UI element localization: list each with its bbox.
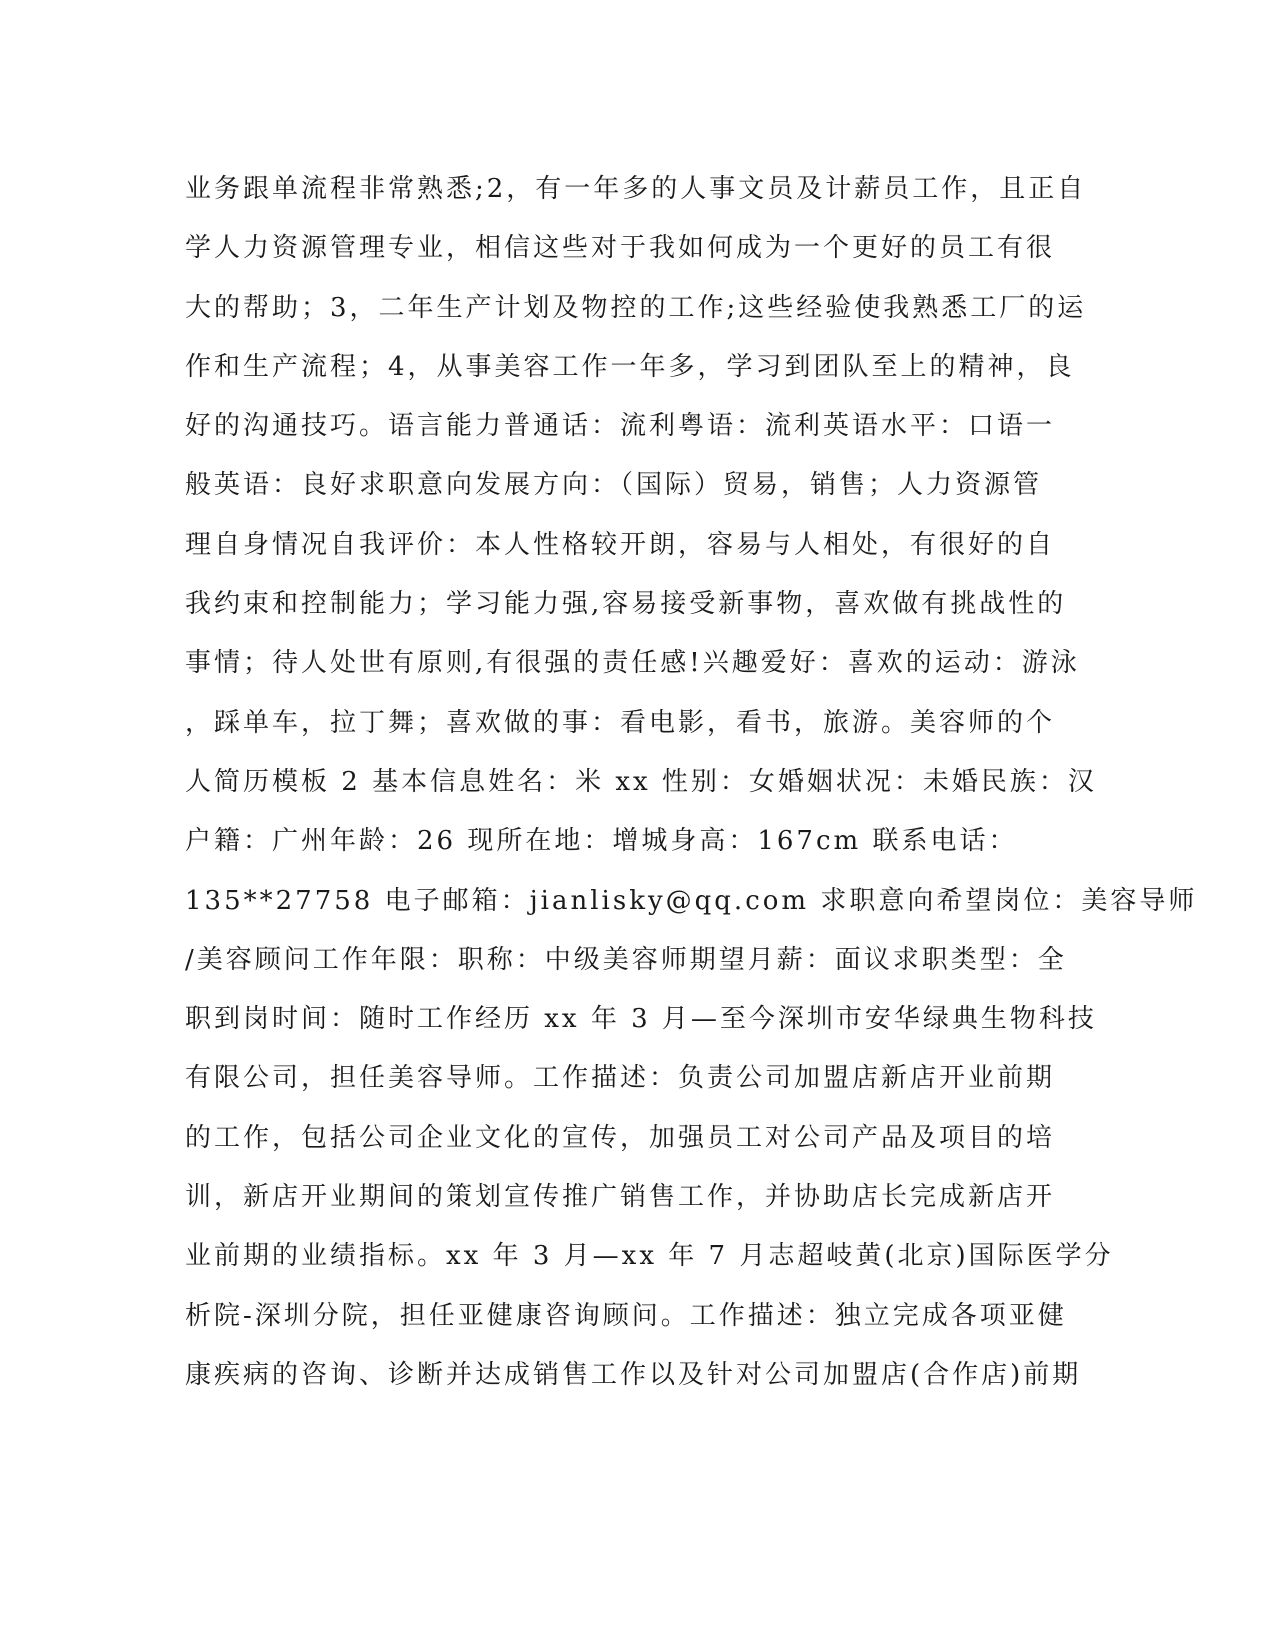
text-line: 好的沟通技巧。语言能力普通话：流利粤语：流利英语水平：口语一 (185, 411, 1056, 442)
text-line: 有限公司，担任美容导师。工作描述：负责公司加盟店新店开业前期 (185, 1063, 1056, 1094)
text-line: 的工作，包括公司企业文化的宣传，加强员工对公司产品及项目的培 (185, 1122, 1056, 1153)
text-line: 析院-深圳分院，担任亚健康咨询顾问。工作描述：独立完成各项亚健 (185, 1300, 1067, 1331)
text-line: 康疾病的咨询、诊断并达成销售工作以及针对公司加盟店(合作店)前期 (185, 1359, 1082, 1390)
text-line: 学人力资源管理专业，相信这些对于我如何成为一个更好的员工有很 (185, 233, 1056, 264)
text-line: 户籍：广州年龄：26 现所在地：增城身高：167cm 联系电话： (185, 826, 1018, 857)
resume-body-text (185, 160, 1198, 1405)
text-line: /美容顾问工作年限：职称：中级美容师期望月薪：面议求职类型：全 (185, 944, 1067, 975)
text-line: 人简历模板 2 基本信息姓名：米 xx 性别：女婚姻状况：未婚民族：汉 (185, 766, 1097, 797)
text-line: 业前期的业绩指标。xx 年 3 月—xx 年 7 月志超岐黄(北京)国际医学分 (185, 1241, 1114, 1272)
text-line: 般英语：良好求职意向发展方向：（国际）贸易，销售；人力资源管 (185, 470, 1043, 501)
text-line: 作和生产流程；4，从事美容工作一年多，学习到团队至上的精神，良 (185, 351, 1075, 382)
text-line: 职到岗时间：随时工作经历 xx 年 3 月—至今深圳市安华绿典生物科技 (185, 1004, 1097, 1035)
text-line: 我约束和控制能力；学习能力强,容易接受新事物，喜欢做有挑战性的 (185, 589, 1067, 620)
text-line: 理自身情况自我评价：本人性格较开朗，容易与人相处，有很好的自 (185, 529, 1056, 560)
text-line: 训，新店开业期间的策划宣传推广销售工作，并协助店长完成新店开 (185, 1182, 1056, 1213)
text-line: 事情；待人处世有原则,有很强的责任感!兴趣爱好：喜欢的运动：游泳 (185, 648, 1080, 679)
text-line: 135**27758 电子邮箱：jianlisky@qq.com 求职意向希望岗位：美容导师 (185, 885, 1198, 916)
text-line: 业务跟单流程非常熟悉;2，有一年多的人事文员及计薪员工作，且正自 (185, 174, 1087, 204)
text-line: ，踩单车，拉丁舞；喜欢做的事：看电影，看书，旅游。美容师的个 (185, 707, 1056, 738)
text-line: 大的帮助；3，二年生产计划及物控的工作;这些经验使我熟悉工厂的运 (185, 292, 1087, 323)
